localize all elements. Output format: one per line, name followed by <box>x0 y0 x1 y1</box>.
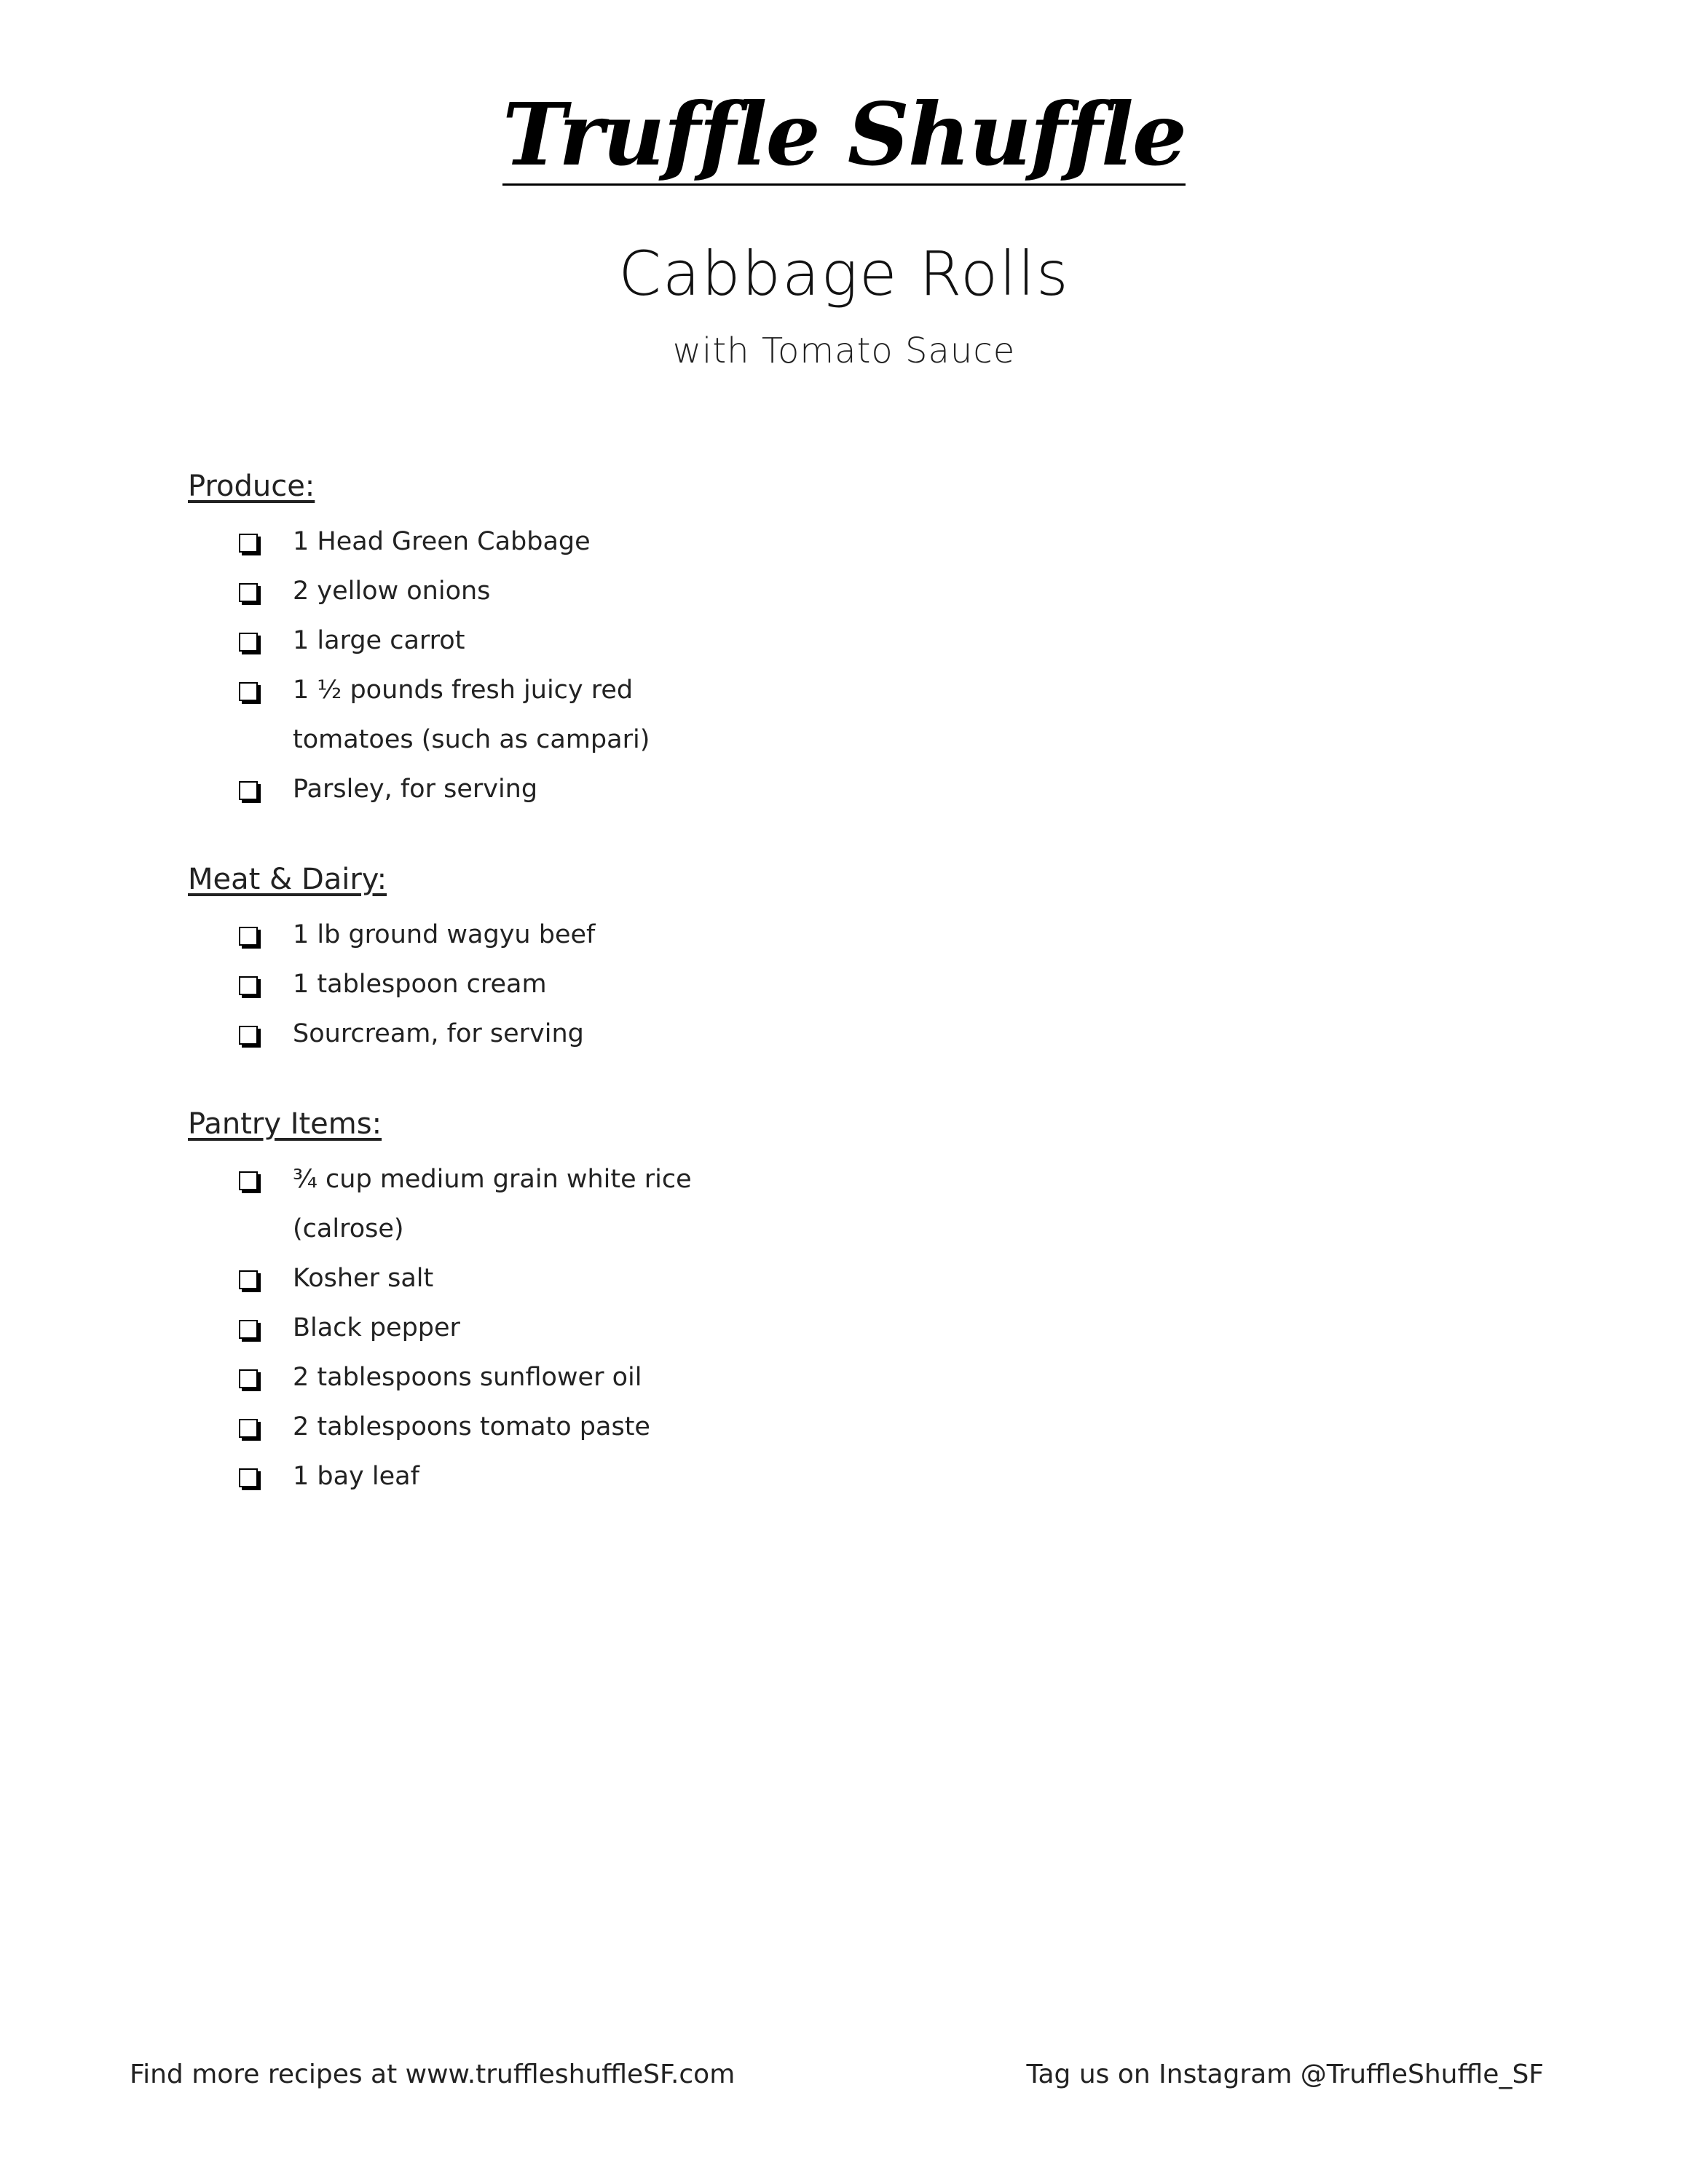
item-text: 1 lb ground wagyu beef <box>293 920 596 949</box>
item-text: 1 ½ pounds fresh juicy red tomatoes (such as campari) <box>293 676 650 754</box>
item-text: 2 tablespoons tomato paste <box>293 1412 650 1441</box>
checkbox-icon[interactable] <box>239 534 258 553</box>
recipe-subtitle: with Tomato Sauce <box>672 331 1016 371</box>
section-heading: Meat & Dairy: <box>188 863 387 896</box>
item-text: Kosher salt <box>293 1264 434 1293</box>
list-item <box>239 1009 1426 1059</box>
checkbox-icon[interactable] <box>239 1270 258 1289</box>
section-meat-dairy <box>188 859 1426 1059</box>
checkbox-icon[interactable] <box>239 1419 258 1438</box>
item-text: 1 bay leaf <box>293 1462 419 1491</box>
checkbox-icon[interactable] <box>239 1320 258 1339</box>
checkbox-icon[interactable] <box>239 976 258 995</box>
item-list <box>188 517 1426 814</box>
item-text: Sourcream, for serving <box>293 1019 584 1048</box>
list-item <box>239 1452 1426 1501</box>
checkbox-icon[interactable] <box>239 1468 258 1487</box>
ingredient-list <box>188 466 1426 1546</box>
list-item <box>239 616 1426 665</box>
list-item <box>239 764 1426 814</box>
footer-website-text: Find more recipes at www.truffleshuffleSF.com <box>130 2060 735 2089</box>
item-text: 1 tablespoon cream <box>293 970 547 999</box>
checkbox-icon[interactable] <box>239 781 258 800</box>
list-item <box>239 1303 1426 1353</box>
list-item <box>239 517 1426 566</box>
recipe-title: Cabbage Rolls <box>618 238 1070 309</box>
item-text: 1 large carrot <box>293 626 465 655</box>
item-text: 2 yellow onions <box>293 577 491 606</box>
checkbox-icon[interactable] <box>239 583 258 602</box>
checkbox-icon[interactable] <box>239 1369 258 1388</box>
list-item <box>239 1353 1426 1402</box>
footer-instagram-text: Tag us on Instagram @TruffleShuffle_SF <box>1026 2060 1544 2089</box>
section-pantry-items <box>188 1104 1426 1501</box>
section-produce <box>188 466 1426 814</box>
section-heading: Produce: <box>188 470 315 503</box>
checkbox-icon[interactable] <box>239 1026 258 1045</box>
list-item <box>239 1155 1426 1254</box>
item-text: 2 tablespoons sunflower oil <box>293 1363 642 1392</box>
checkbox-icon[interactable] <box>239 633 258 652</box>
list-item <box>239 665 1426 764</box>
item-text: ¾ cup medium grain white rice (calrose) <box>293 1165 692 1243</box>
item-text: 1 Head Green Cabbage <box>293 527 591 556</box>
item-text: Black pepper <box>293 1313 460 1342</box>
item-text: Parsley, for serving <box>293 775 538 804</box>
section-heading: Pantry Items: <box>188 1107 382 1141</box>
checkbox-icon[interactable] <box>239 927 258 946</box>
brand-logo-text: Truffle Shuffle <box>502 84 1186 185</box>
list-item <box>239 960 1426 1009</box>
list-item <box>239 910 1426 960</box>
checkbox-icon[interactable] <box>239 682 258 701</box>
checkbox-icon[interactable] <box>239 1171 258 1190</box>
list-item <box>239 566 1426 616</box>
item-list <box>188 910 1426 1059</box>
item-list <box>188 1155 1426 1501</box>
list-item <box>239 1254 1426 1303</box>
list-item <box>239 1402 1426 1452</box>
brand-logo <box>0 84 1688 186</box>
